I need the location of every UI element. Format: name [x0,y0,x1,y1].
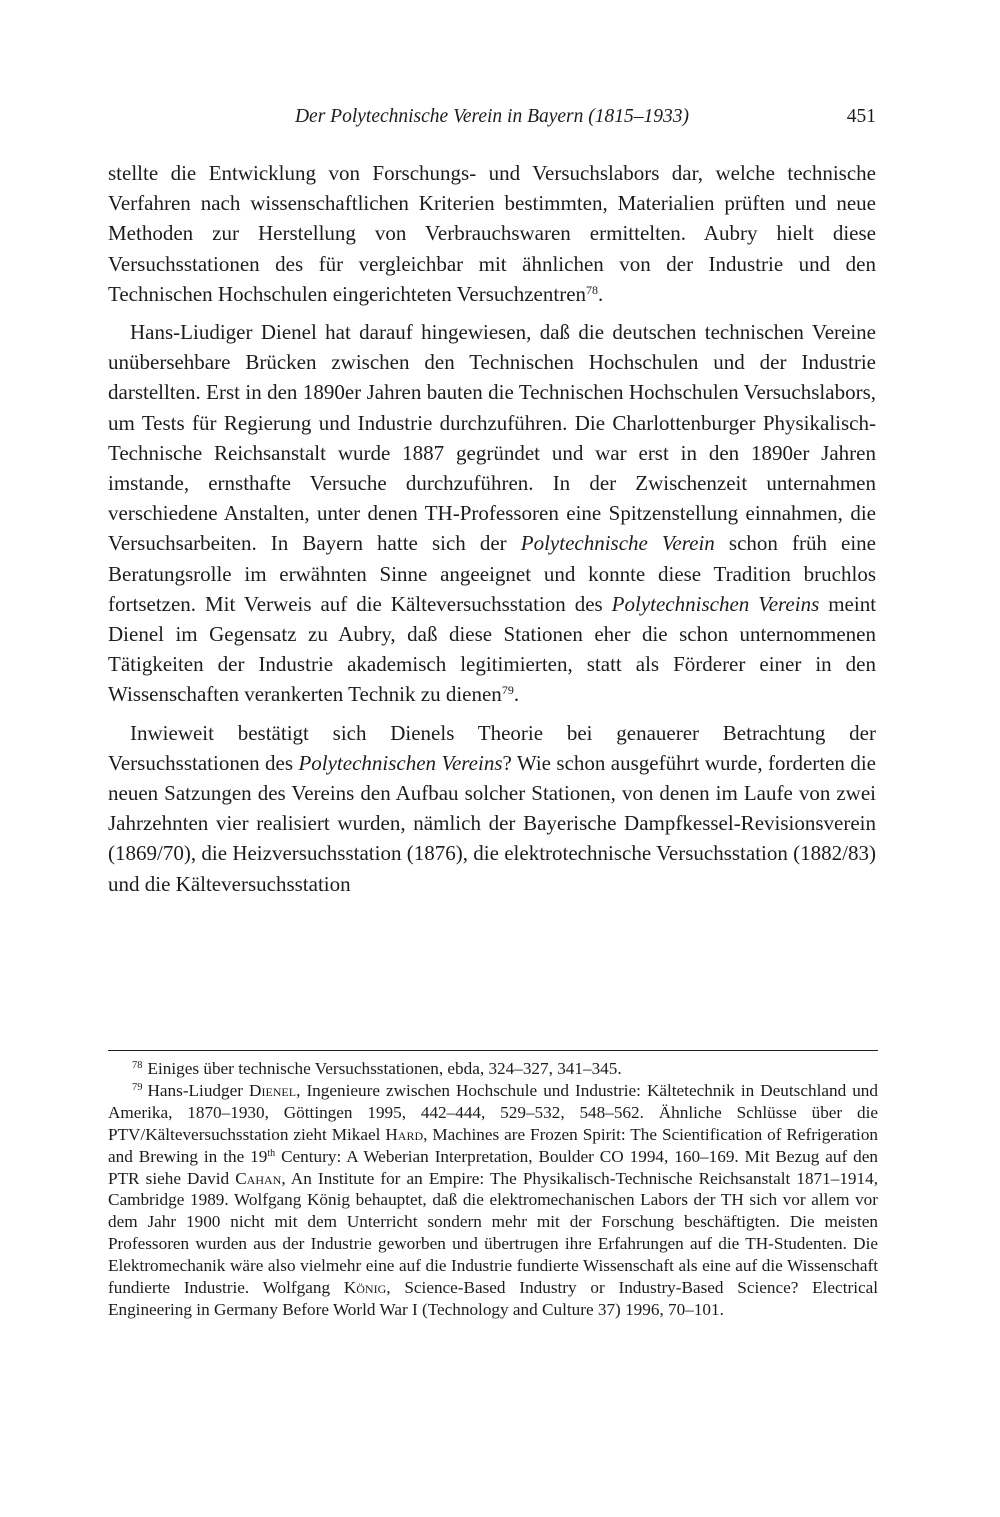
author-name-koenig: König [343,1278,387,1298]
footnote-79-text-2: , Ingenieure zwischen Hochschule und Industrie: Kältetechnik in Deutschland und Amerika, 1870–1930, Göttingen 1995, 442–444, 529–532, 548–562. Ähnliche Schlüsse über die PTV/Kälteversuchsstation zieht Mikael [108,1080,878,1144]
paragraph-2-text-a: Hans-Liudiger Dienel hat darauf hingewiesen, daß die deutschen technischen Vereine unübersehbare Brücken zwischen den Technischen Hochschulen und der Industrie darstellten. Erst in den 1890er Jahren bauten die Technischen Hochschulen Versuchslabors, um Tests für Regierung und Industrie durchzuführen. Die Charlottenburger Physikalisch-Technische Reichsanstalt wurde 1887 gegründet und war erst in den 1890er Jahren imstande, ernsthafte Versuche durchzuführen. In der Zwischenzeit unternahmen verschiedene Anstalten, unter denen TH-Professoren eine Spitzenstellung einnahmen, die Versuchsarbeiten. In Bayern hatte sich der [108,320,876,556]
footnote-ref-78: 78 [586,282,599,297]
running-title: Der Polytechnische Verein in Bayern (1815–1933) [294,106,690,127]
footnote-ref-79: 79 [501,683,514,698]
paragraph-2-text-c: meint Dienel im Gegensatz zu Aubry, daß diese Stationen eher die schon unternommenen Tätigkeiten der Industrie akademisch legitimierten, statt als Förderer einer in den Wissenschaften verankerten Technik zu dienen [108,591,877,707]
footnote-79-text-1: Hans-Liudger [147,1080,243,1100]
paragraph-2-italic-2: Polytechnischen Vereins [611,591,820,616]
paragraph-1-end: . [598,281,604,306]
footnote-78 [108,1058,878,1080]
footnote-78-text: Einiges über technische Versuchsstationen, ebda, 324–327, 341–345. [147,1059,622,1078]
footnote-divider [108,1050,878,1051]
paragraph-3-text-b: ? Wie schon ausgeführt wurde, forderten die neuen Satzungen des Vereins den Aufbau solcher Stationen, von denen im Laufe von zwei Jahrzehnten vier realisiert wurden, nämlich der Bayerische Dampfkessel-Revisionsverein (1869/70), die Heizversuchsstation (1876), die elektrotechnische Versuchsstation (1882/83) und die Kälteversuchsstation [108,750,876,896]
paragraph-2-italic-1: Polytechnische Verein [520,531,715,556]
paragraph-1-text: stellte die Entwicklung von Forschungs- und Versuchslabors dar, welche technische Verfahren nach wissenschaftlichen Kriterien bestimmten, Materialien prüften und neue Methoden zur Herstellung von Verbrauchswaren ermittelten. Aubry hielt diese Versuchsstationen des für vergleichbar mit ähnlichen von der Industrie und den Technischen Hochschulen eingerichteten Versuchzentren [108,161,876,306]
footnotes [108,1058,878,1321]
paragraph-3 [108,718,876,899]
paragraph-3-text-a: Inwieweit bestätigt sich Dienels Theorie bei genauerer Betrachtung der Versuchsstationen des [108,720,876,775]
page-number: 451 [846,106,876,127]
ordinal-superscript: th [267,1147,276,1159]
footnote-79 [108,1080,878,1321]
footnote-79-text-6: , Science-Based Industry or Industry-Based Science? Electrical Engineering in Germany Before World War I (Technology and Culture 37) 1996, 70–101. [108,1278,878,1319]
body-text [108,158,876,899]
footnote-79-text-3: , Machines are Frozen Spirit: The Scientification of Refrigeration and Brewing in the 19 [108,1124,879,1166]
paragraph-1 [108,158,876,309]
paragraph-2-text-b: schon früh eine Beratungsrolle im erwähnten Sinne angeeignet und konnte diese Tradition bruchlos fortsetzen. Mit Verweis auf die Kälteversuchsstation des [108,531,876,616]
paragraph-3-italic-1: Polytechnischen Vereins [298,750,503,775]
paragraph-2 [108,317,876,710]
footnote-number-79: 79 [132,1081,143,1093]
author-name-hard: Hard [385,1124,424,1144]
author-name-cahan: Cahan [235,1168,282,1188]
footnote-79-text-5: , An Institute for an Empire: The Physikalisch-Technische Reichsanstalt 1871–1914, Cambridge 1989. Wolfgang König behauptet, daß die elektromechanischen Labors der TH sich vor allem vor dem Jahr 1900 nicht mit dem Unterricht sondern mehr mit der Forschung beschäftigten. Die meisten Professoren wurden aus der Industrie geworben und übertrugen ihre Erfahrungen auf die TH-Studenten. Die Elektromechanik wäre also vielmehr eine auf die Industrie fundierte Wissenschaft als eine auf die Wissenschaft fundierte Industrie. Wolfgang [108,1168,879,1298]
paragraph-2-end: . [513,682,520,707]
author-name-dienel: Dienel [249,1080,297,1100]
running-head [108,100,876,134]
footnote-79-text-4: Century: A Weberian Interpretation, Boulder CO 1994, 160–169. Mit Bezug auf den PTR siehe David [108,1146,878,1188]
footnote-number-78: 78 [132,1060,143,1071]
